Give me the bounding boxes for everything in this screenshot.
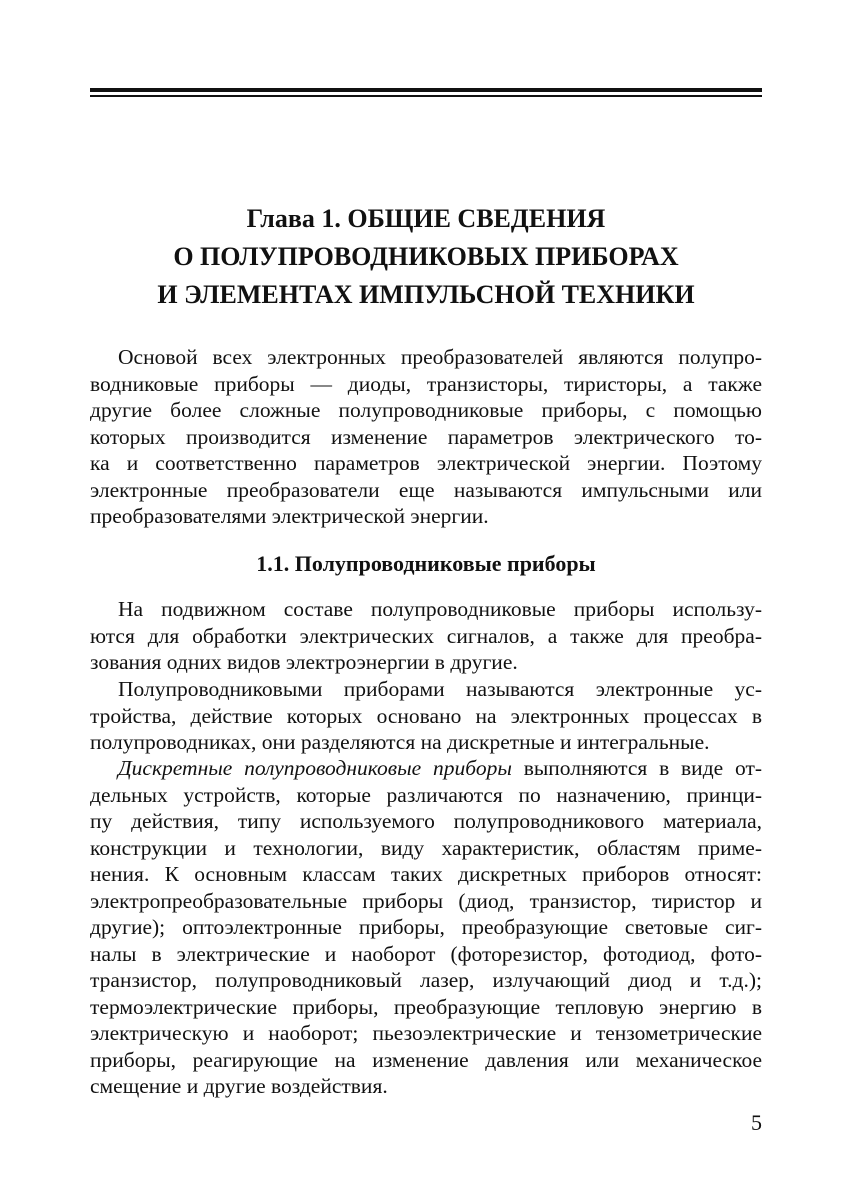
chapter-title-line: О ПОЛУПРОВОДНИКОВЫХ ПРИБОРАХ: [173, 242, 679, 271]
text-line: тройства, действие которых основано на электронных процессах в: [90, 703, 762, 728]
text-line: На подвижном составе полупроводниковые приборы использу-: [118, 597, 762, 621]
paragraph-2: [90, 676, 762, 756]
text-line: приборы, реагирующие на изменение давления или механическое: [90, 1047, 762, 1072]
text-line: дельных устройств, которые различаются по назначению, принци-: [90, 782, 762, 807]
text-line: зования одних видов электроэнергии в другие.: [90, 650, 518, 674]
text-line: пу действия, типу используемого полупроводникового материала,: [90, 809, 762, 833]
text-line: электрическую и наоборот; пьезоэлектрические и тензометрические: [90, 1021, 762, 1045]
header-rule-thin: [90, 95, 762, 97]
text-line: которых производится изменение параметров электрического то-: [90, 424, 762, 449]
section-title: 1.1. Полупроводниковые приборы: [256, 551, 596, 576]
chapter-title-line: И ЭЛЕМЕНТАХ ИМПУЛЬСНОЙ ТЕХНИКИ: [157, 280, 695, 309]
text-line: нения. К основным классам таких дискретных приборов относят:: [90, 862, 762, 886]
text-line: преобразователями электрической энергии.: [90, 504, 489, 528]
text-line: транзистор, полупроводниковый лазер, излучающий диод и т.д.);: [90, 968, 762, 992]
chapter-title: [90, 200, 762, 314]
page-number: 5: [751, 1110, 762, 1135]
text-line: термоэлектрические приборы, преобразующие тепловую энергию в: [90, 994, 762, 1019]
intro-paragraph: [90, 344, 762, 530]
paragraph-1: [90, 596, 762, 676]
text-line: электропреобразовательные приборы (диод, транзистор, тиристор и: [90, 888, 762, 913]
text-line: полупроводниках, они разделяются на дискретные и интегральные.: [90, 730, 710, 754]
paragraph-3: [90, 755, 762, 1100]
text-line-first: [90, 755, 762, 782]
text-fragment: выполняются в виде от-: [511, 756, 763, 780]
text-line: электронные преобразователи еще называются импульсными или: [90, 477, 762, 502]
text-line: другие более сложные полупроводниковые приборы, с помощью: [90, 398, 762, 422]
text-line: ка и соответственно параметров электрической энергии. Поэтому: [90, 451, 762, 475]
text-line: Полупроводниковыми приборами называются электронные ус-: [118, 677, 762, 701]
text-line: другие); оптоэлектронные приборы, преобразующие световые сиг-: [90, 915, 762, 939]
text-line: водниковые приборы — диоды, транзисторы, тиристоры, а также: [90, 371, 762, 396]
text-line: конструкции и технологии, виду характеристик, областям приме-: [90, 835, 762, 860]
italic-term: Дискретные полупроводниковые приборы: [118, 756, 512, 780]
text-line: Основой всех электронных преобразователей являются полупро-: [118, 345, 762, 369]
text-line: смещение и другие воздействия.: [90, 1074, 388, 1098]
header-rule-thick: [90, 88, 762, 92]
text-line: ются для обработки электрических сигналов, а также для преобра-: [90, 623, 762, 648]
text-line: налы в электрические и наоборот (фоторезистор, фотодиод, фото-: [90, 941, 762, 966]
chapter-title-line: Глава 1. ОБЩИЕ СВЕДЕНИЯ: [246, 204, 606, 233]
